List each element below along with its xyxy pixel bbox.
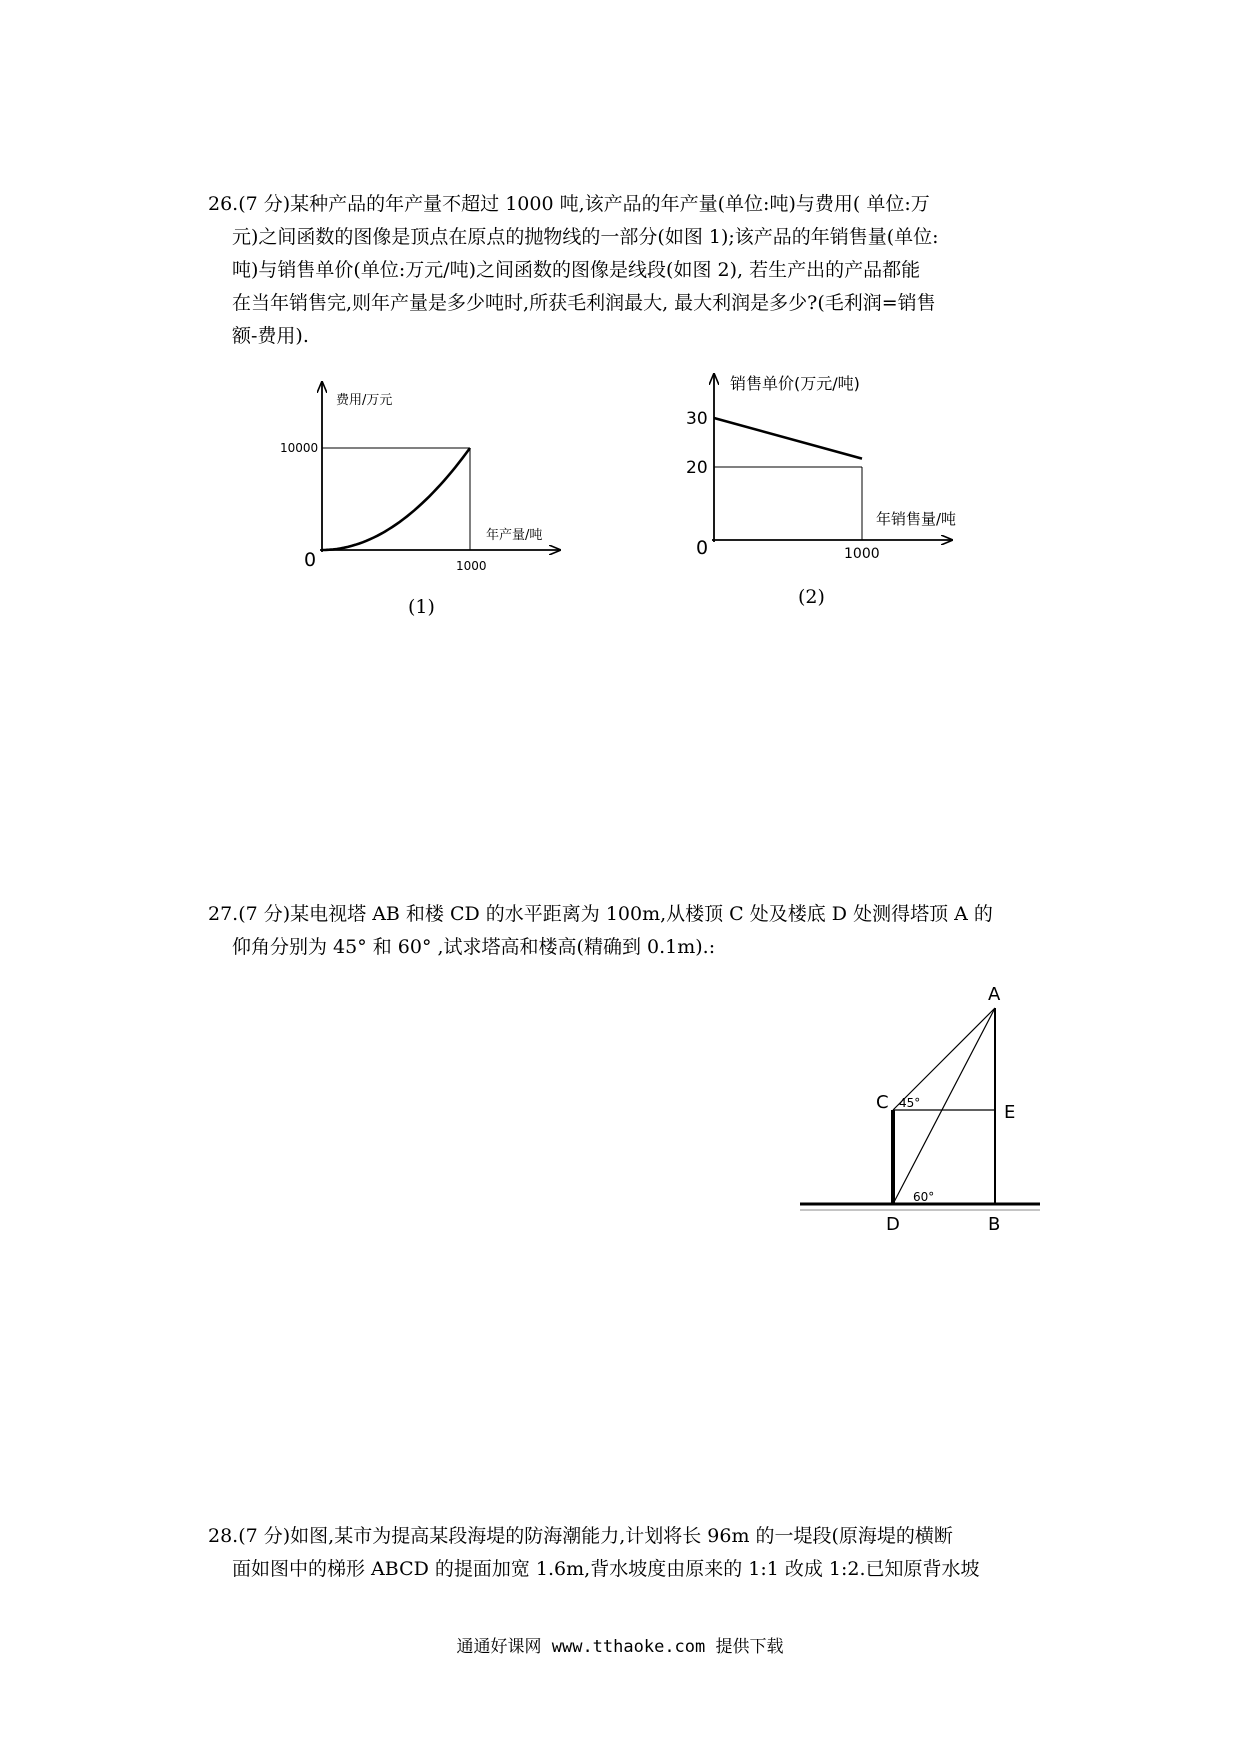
problem-28-line: 面如图中的梯形 ABCD 的提面加宽 1.6m,背水坡度由原来的 1:1 改成 1:2.已知原背水坡 bbox=[232, 1558, 980, 1580]
figure-2-caption: (2) bbox=[798, 586, 825, 608]
angle-d-label: 60° bbox=[913, 1190, 935, 1204]
figure-2-x-label: 年销售量/吨 bbox=[876, 510, 957, 528]
point-c-label: C bbox=[876, 1092, 889, 1113]
line-ca bbox=[893, 1008, 995, 1110]
figure-2-segment bbox=[714, 418, 862, 459]
point-a-label: A bbox=[988, 984, 1001, 1005]
figure-1-y-label: 费用/万元 bbox=[336, 393, 393, 408]
problem-26-line: 吨)与销售单价(单位:万元/吨)之间函数的图像是线段(如图 2), 若生产出的产品都能 bbox=[232, 259, 921, 281]
angle-c-label: 45° bbox=[899, 1096, 921, 1110]
problem-27 bbox=[208, 898, 1078, 964]
figure-2-y-tick-label: 30 bbox=[686, 409, 708, 429]
figure-27-diagram bbox=[790, 980, 1050, 1250]
figure-1-x-label: 年产量/吨 bbox=[486, 528, 543, 543]
problem-26 bbox=[208, 188, 1078, 353]
figure-1-origin-label: 0 bbox=[304, 549, 317, 571]
problem-26-line: 元)之间函数的图像是顶点在原点的抛物线的一部分(如图 1);该产品的年销售量(单位: bbox=[232, 226, 939, 248]
point-b-label: B bbox=[988, 1214, 1001, 1235]
point-d-label: D bbox=[886, 1214, 900, 1235]
figure-1-x-tick-label: 1000 bbox=[456, 559, 487, 573]
figure-2-y-label: 销售单价(万元/吨) bbox=[730, 374, 860, 393]
figure-1-parabola bbox=[322, 448, 470, 550]
figure-2-chart bbox=[680, 360, 970, 570]
figure-2-y-tick-label: 20 bbox=[686, 458, 708, 478]
problem-26-line: 额-费用). bbox=[232, 325, 309, 347]
problem-26-line: 26.(7 分)某种产品的年产量不超过 1000 吨,该产品的年产量(单位:吨)与费用( 单位:万 bbox=[208, 193, 930, 215]
figure-2-x-tick-label: 1000 bbox=[844, 546, 880, 562]
figure-1-caption: (1) bbox=[408, 596, 435, 618]
figure-2-origin-label: 0 bbox=[696, 537, 709, 559]
problem-26-line: 在当年销售完,则年产量是多少吨时,所获毛利润最大, 最大利润是多少?(毛利润=销售 bbox=[232, 292, 936, 314]
point-e-label: E bbox=[1004, 1102, 1016, 1123]
figure-1-chart bbox=[280, 370, 580, 580]
page-footer: 通通好课网 www.tthaoke.com 提供下载 bbox=[456, 1637, 784, 1657]
problem-28 bbox=[208, 1520, 1078, 1586]
problem-27-line: 仰角分别为 45° 和 60° ,试求塔高和楼高(精确到 0.1m).: bbox=[232, 936, 716, 958]
problem-28-line: 28.(7 分)如图,某市为提高某段海堤的防海潮能力,计划将长 96m 的一堤段(原海堤的横断 bbox=[208, 1525, 953, 1547]
figure-1-y-tick-label: 10000 bbox=[280, 441, 319, 455]
problem-27-line: 27.(7 分)某电视塔 AB 和楼 CD 的水平距离为 100m,从楼顶 C 处及楼底 D 处测得塔顶 A 的 bbox=[208, 903, 993, 925]
